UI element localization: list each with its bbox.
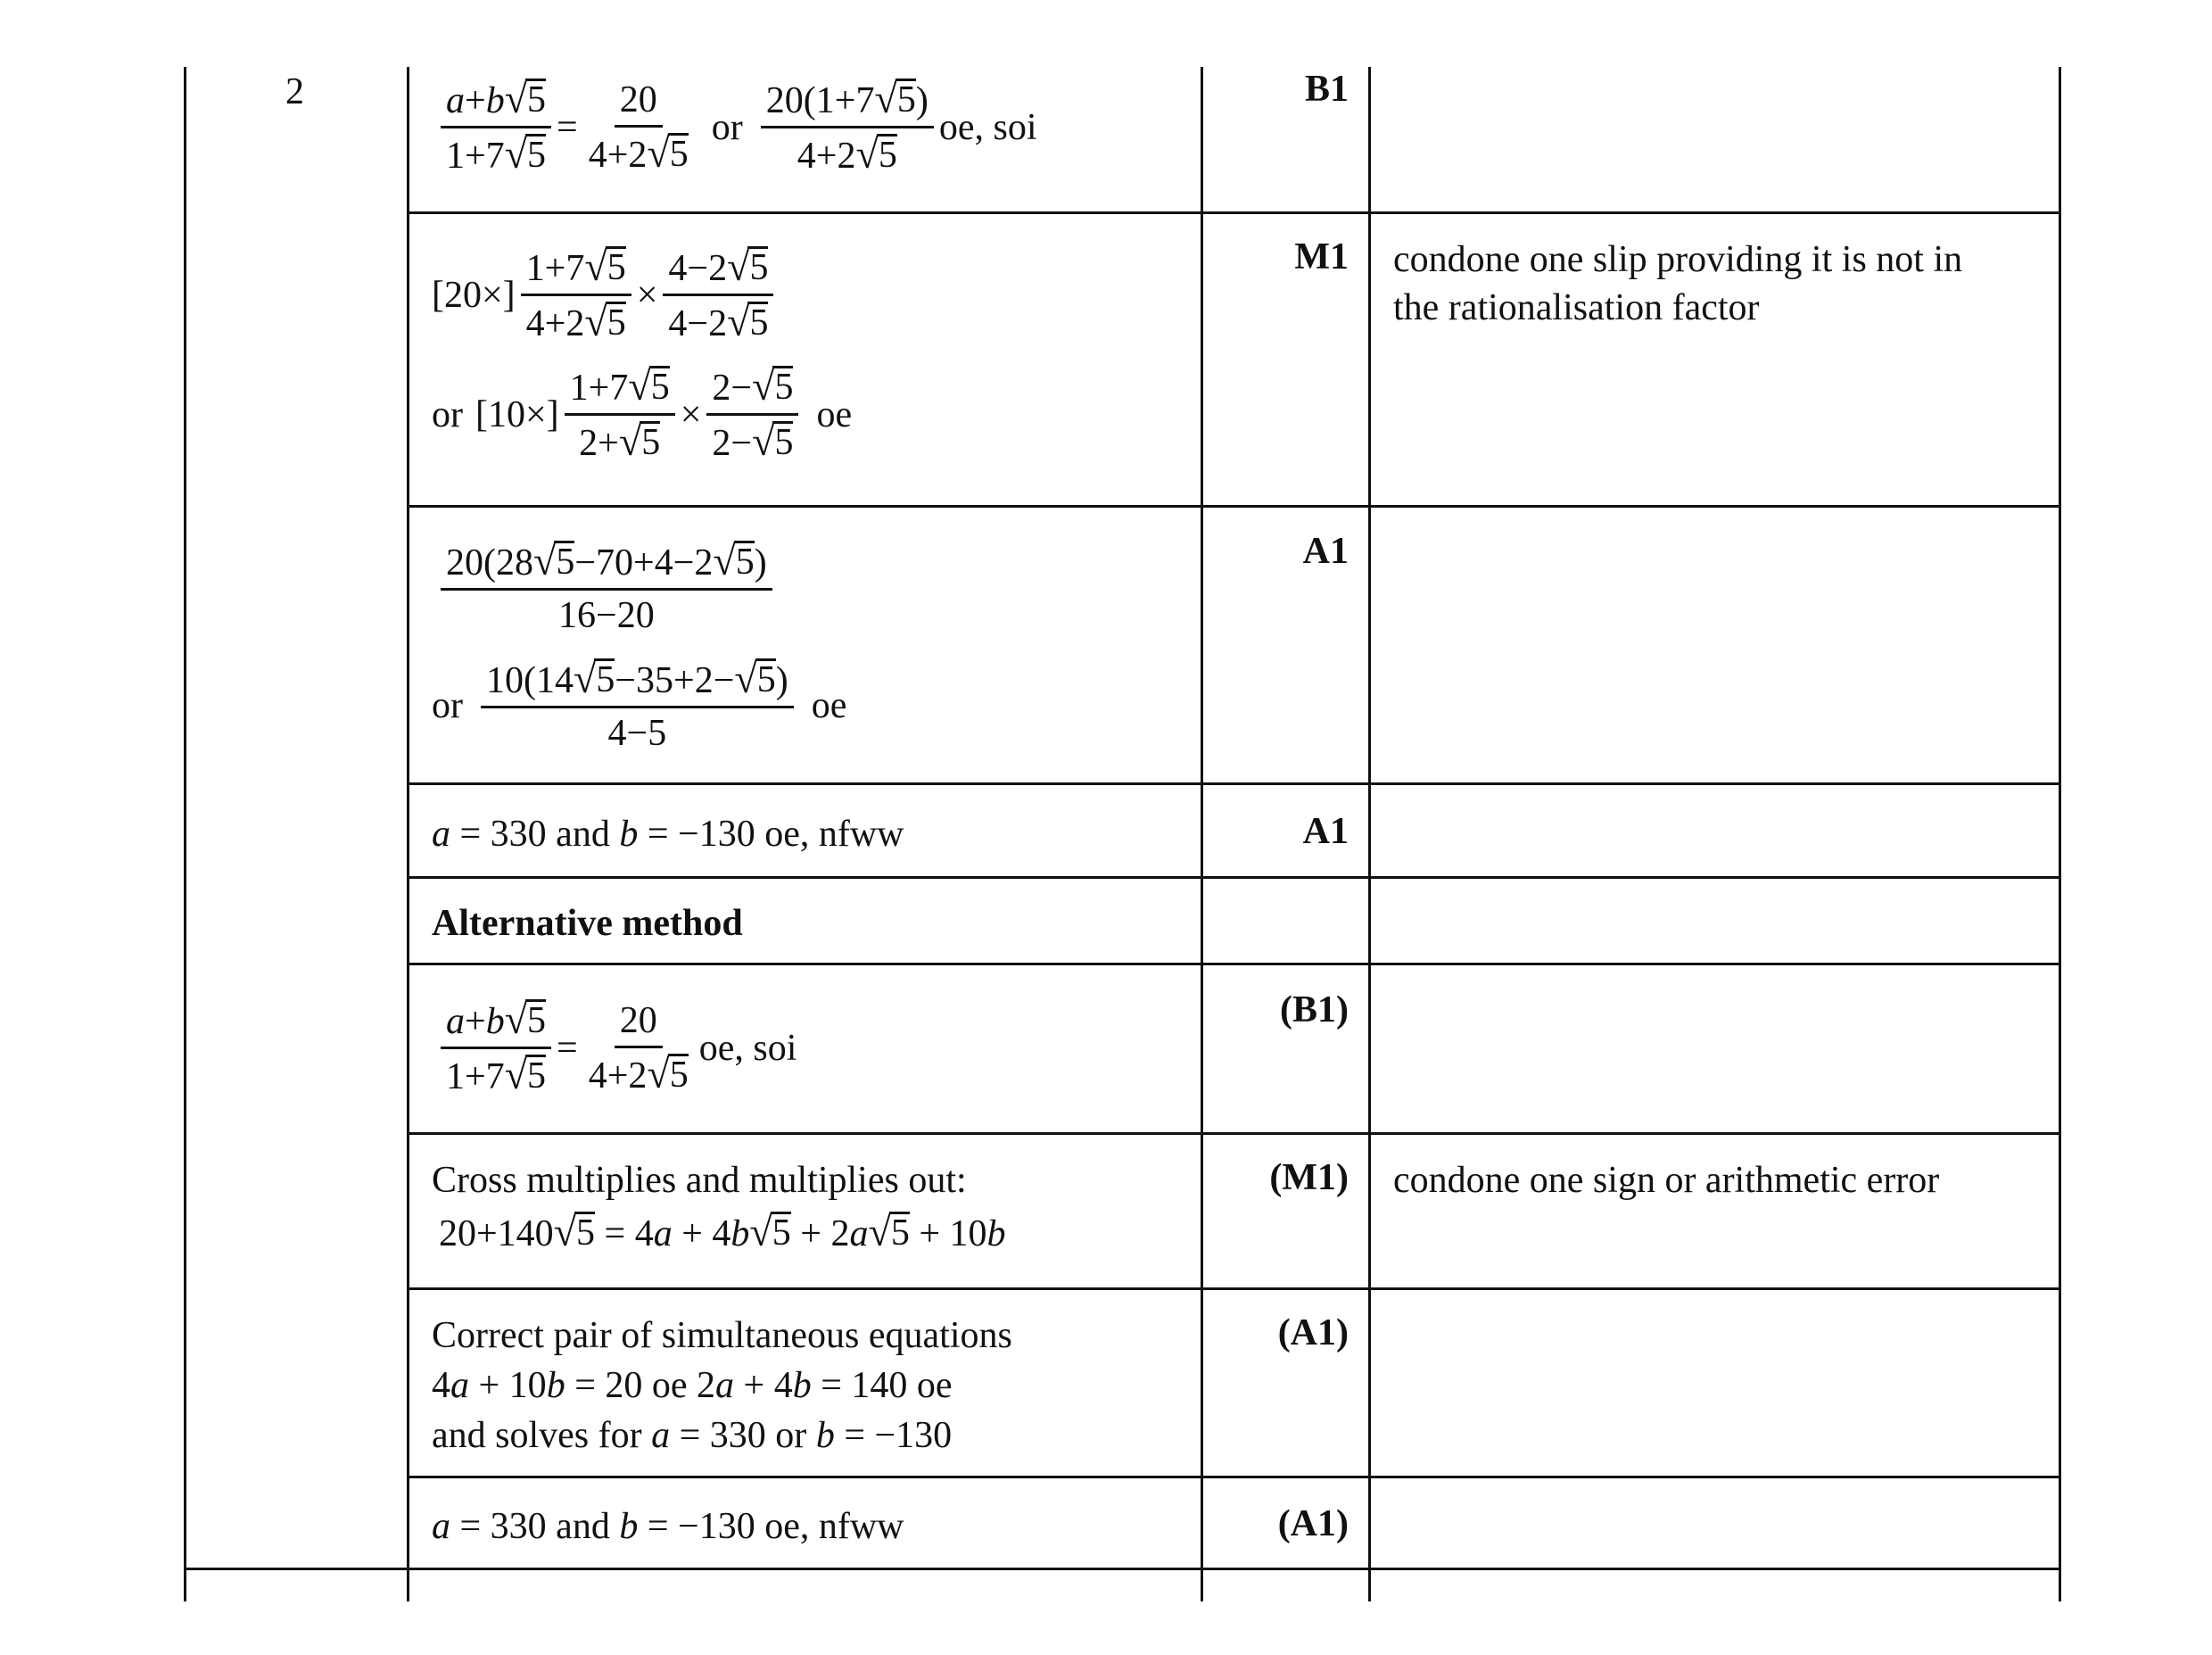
fraction: 10(14 √ 5 −35+2− √ 5 ) 4−5: [481, 658, 794, 753]
alternative-method-heading: Alternative method: [432, 903, 743, 944]
mark-label: A1: [1302, 811, 1349, 852]
comment-line: condone one sign or arithmetic error: [1393, 1160, 1940, 1201]
row8-line1: Correct pair of simultaneous equations: [432, 1315, 1012, 1356]
fraction: 20 4+2 √ 5: [588, 999, 689, 1096]
table-border-right: [2059, 67, 2061, 1601]
table-border-col2: [407, 67, 409, 1601]
table-border-col3: [1201, 67, 1203, 1601]
comment-line: condone one slip providing it is not in: [1393, 239, 1963, 280]
fraction: 20(28 √ 5 −70+4−2 √ 5 ) 16−20: [441, 541, 772, 635]
row-divider: [407, 782, 2061, 785]
comment-line: the rationalisation factor: [1393, 287, 1760, 328]
fraction: 20 4+2 √ 5: [588, 79, 689, 176]
table-border-left: [184, 67, 186, 1601]
mark-label: M1: [1294, 236, 1349, 277]
fraction: 2− √ 5 2− √ 5: [706, 366, 798, 463]
row7-equation: 20+140 √ 5 = 4a + 4b √ 5 + 2a √ 5 + 10b: [439, 1209, 1006, 1254]
row-divider: [407, 963, 2061, 965]
row-divider: [407, 505, 2061, 508]
row3-line2: or 10(14 √ 5 −35+2− √ 5 ) 4−5 oe: [432, 656, 847, 755]
fraction: 20(1+7 √ 5 ) 4+2 √ 5: [761, 79, 934, 176]
table-border-col4: [1368, 67, 1371, 1601]
row1-working: a+b √ 5 1+7 √ 5 = 20 4+2 √ 5 or 20(1+7 √ 5 ) 4+2 √ 5 oe, soi: [435, 79, 1036, 176]
row-divider: [407, 1132, 2061, 1135]
mark-label: (A1): [1277, 1312, 1349, 1353]
row3-line1: [435, 538, 778, 637]
row8-line3: and solves for a = 330 or b = −130: [432, 1415, 953, 1456]
fraction: a+b √ 5 1+7 √ 5: [441, 999, 551, 1096]
row-divider: [407, 1287, 2061, 1290]
row-divider: [407, 211, 2061, 214]
mark-label: (A1): [1277, 1503, 1349, 1544]
answer-line: a = 330 and b = −130 oe, nfww: [432, 814, 904, 855]
mark-label: B1: [1304, 69, 1349, 110]
answer-line: a = 330 and b = −130 oe, nfww: [432, 1506, 904, 1547]
row2-line1: [20×] 1+7 √ 5 4+2 √ 5 × 4−2 √ 5 4−2 √ 5: [432, 246, 779, 343]
mark-label: A1: [1302, 531, 1349, 572]
row2-line2: or [10×] 1+7 √ 5 2+ √ 5 × 2− √ 5 2− √ 5 oe: [432, 363, 853, 465]
fraction: a+b √ 5 1+7 √ 5: [441, 79, 551, 176]
fraction: 1+7 √ 5 2+ √ 5: [565, 366, 675, 463]
mark-label: (B1): [1280, 989, 1349, 1030]
row-divider: [407, 1476, 2061, 1478]
row8-line2: 4a + 10b = 20 oe 2a + 4b = 140 oe: [432, 1365, 953, 1406]
fraction: 1+7 √ 5 4+2 √ 5: [521, 246, 631, 343]
fraction: 4−2 √ 5 4−2 √ 5: [663, 246, 773, 343]
table-bottom-border: [184, 1568, 2061, 1570]
row-divider: [407, 876, 2061, 879]
mark-label: (M1): [1269, 1157, 1349, 1198]
row7-line1: Cross multiplies and multiplies out:: [432, 1160, 967, 1201]
row6-working: a+b √ 5 1+7 √ 5 = 20 4+2 √ 5 oe, soi: [435, 999, 796, 1096]
question-number: 2: [285, 71, 304, 112]
